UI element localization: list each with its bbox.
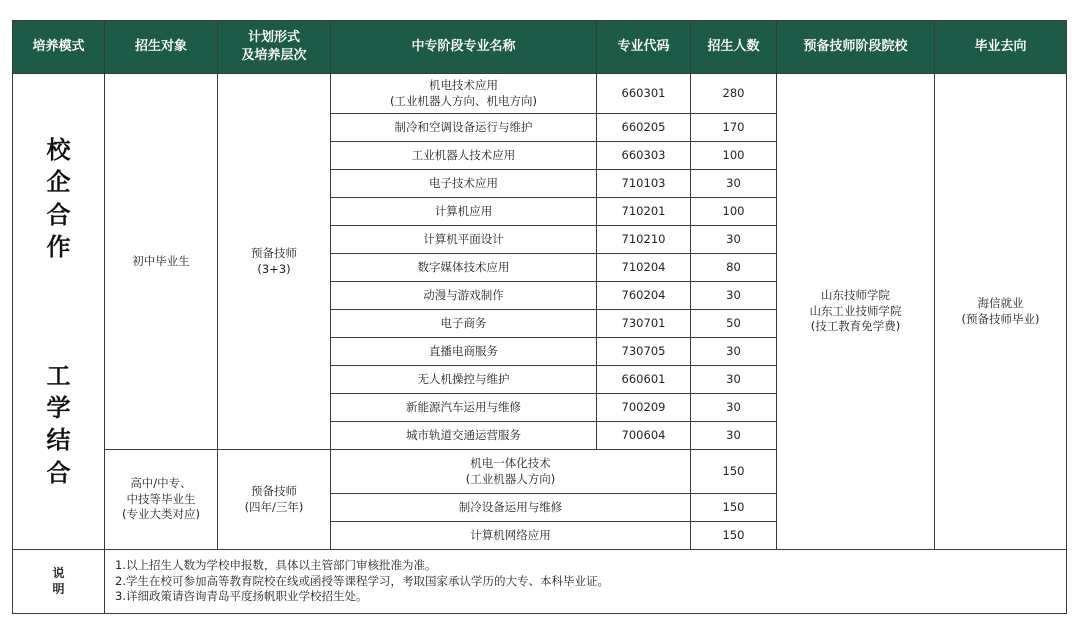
major-code: 660301 xyxy=(597,74,691,114)
major-name: 直播电商服务 xyxy=(331,338,597,366)
enrollment-count: 30 xyxy=(691,170,777,198)
major-name: 数字媒体技术应用 xyxy=(331,254,597,282)
mode-char: 结 xyxy=(46,426,71,455)
mode-char: 合 xyxy=(46,200,71,229)
major-code: 760204 xyxy=(597,282,691,310)
header-mode: 培养模式 xyxy=(13,21,105,74)
target-cell: 初中毕业生 xyxy=(105,74,218,450)
major-name: 制冷设备运用与维修 xyxy=(331,494,691,522)
header-row xyxy=(13,21,1067,74)
major-code: 660205 xyxy=(597,114,691,142)
major-code: 700209 xyxy=(597,394,691,422)
notes-label: 说 明 xyxy=(13,550,105,614)
major-name: 计算机平面设计 xyxy=(331,226,597,254)
major-code: 660601 xyxy=(597,366,691,394)
note-line: 3.详细政策请咨询青岛平度扬帆职业学校招生处。 xyxy=(115,589,368,604)
enrollment-count: 30 xyxy=(691,394,777,422)
enrollment-count: 30 xyxy=(691,282,777,310)
notes-content xyxy=(105,550,1067,614)
major-code: 710201 xyxy=(597,198,691,226)
enrollment-count: 170 xyxy=(691,114,777,142)
enrollment-count: 30 xyxy=(691,422,777,450)
major-name: 电子商务 xyxy=(331,310,597,338)
note-line: 1.以上招生人数为学校申报数，具体以主管部门审核批准为准。 xyxy=(115,558,437,572)
major-name: 动漫与游戏制作 xyxy=(331,282,597,310)
enrollment-count: 100 xyxy=(691,198,777,226)
enrollment-count: 150 xyxy=(691,494,777,522)
major-name: 工业机器人技术应用 xyxy=(331,142,597,170)
enrollment-count: 30 xyxy=(691,366,777,394)
mode-char: 企 xyxy=(46,168,71,197)
mode-char: 作 xyxy=(46,233,71,262)
target-cell: 高中/中专、 中技等毕业生 (专业大类对应) xyxy=(105,450,218,550)
header-major-code: 专业代码 xyxy=(597,21,691,74)
notes-row xyxy=(13,550,1067,614)
mode-char: 学 xyxy=(46,393,71,422)
enrollment-count: 100 xyxy=(691,142,777,170)
enrollment-count: 30 xyxy=(691,226,777,254)
header-destination: 毕业去向 xyxy=(935,21,1067,74)
header-college: 预备技师阶段院校 xyxy=(777,21,935,74)
mode-char: 合 xyxy=(46,458,71,487)
plan-cell: 预备技师 (四年/三年) xyxy=(218,450,331,550)
major-code: 710103 xyxy=(597,170,691,198)
enrollment-count: 30 xyxy=(691,338,777,366)
table-row xyxy=(13,74,1067,114)
major-code: 710204 xyxy=(597,254,691,282)
major-code: 700604 xyxy=(597,422,691,450)
header-target: 招生对象 xyxy=(105,21,218,74)
mode-char: 工 xyxy=(46,361,71,390)
note-line: 2.学生在校可参加高等教育院校在线或函授等课程学习，考取国家承认学历的大专、本科毕业证。 xyxy=(115,573,609,588)
major-code: 710210 xyxy=(597,226,691,254)
major-name: 机电技术应用 (工业机器人方向、机电方向) xyxy=(331,74,597,114)
enrollment-count: 50 xyxy=(691,310,777,338)
header-enrollment: 招生人数 xyxy=(691,21,777,74)
mode-char: 校 xyxy=(46,135,71,164)
major-code: 730701 xyxy=(597,310,691,338)
major-name: 新能源汽车运用与维修 xyxy=(331,394,597,422)
major-name: 制冷和空调设备运行与维护 xyxy=(331,114,597,142)
major-name: 无人机操控与维护 xyxy=(331,366,597,394)
header-major-name: 中专阶段专业名称 xyxy=(331,21,597,74)
header-plan: 计划形式 及培养层次 xyxy=(218,21,331,74)
major-code: 730705 xyxy=(597,338,691,366)
major-name: 电子技术应用 xyxy=(331,170,597,198)
enrollment-count: 280 xyxy=(691,74,777,114)
enrollment-count: 80 xyxy=(691,254,777,282)
admission-table xyxy=(12,20,1067,614)
major-name: 机电一体化技术 (工业机器人方向) xyxy=(331,450,691,494)
plan-cell: 预备技师 (3+3) xyxy=(218,74,331,450)
major-name: 城市轨道交通运营服务 xyxy=(331,422,597,450)
enrollment-count: 150 xyxy=(691,450,777,494)
training-mode-cell xyxy=(13,74,105,550)
major-name: 计算机应用 xyxy=(331,198,597,226)
college-cell: 山东技师学院 山东工业技师学院 (技工教育免学费) xyxy=(777,74,935,550)
major-name: 计算机网络应用 xyxy=(331,522,691,550)
destination-cell: 海信就业 (预备技师毕业) xyxy=(935,74,1067,550)
enrollment-count: 150 xyxy=(691,522,777,550)
major-code: 660303 xyxy=(597,142,691,170)
